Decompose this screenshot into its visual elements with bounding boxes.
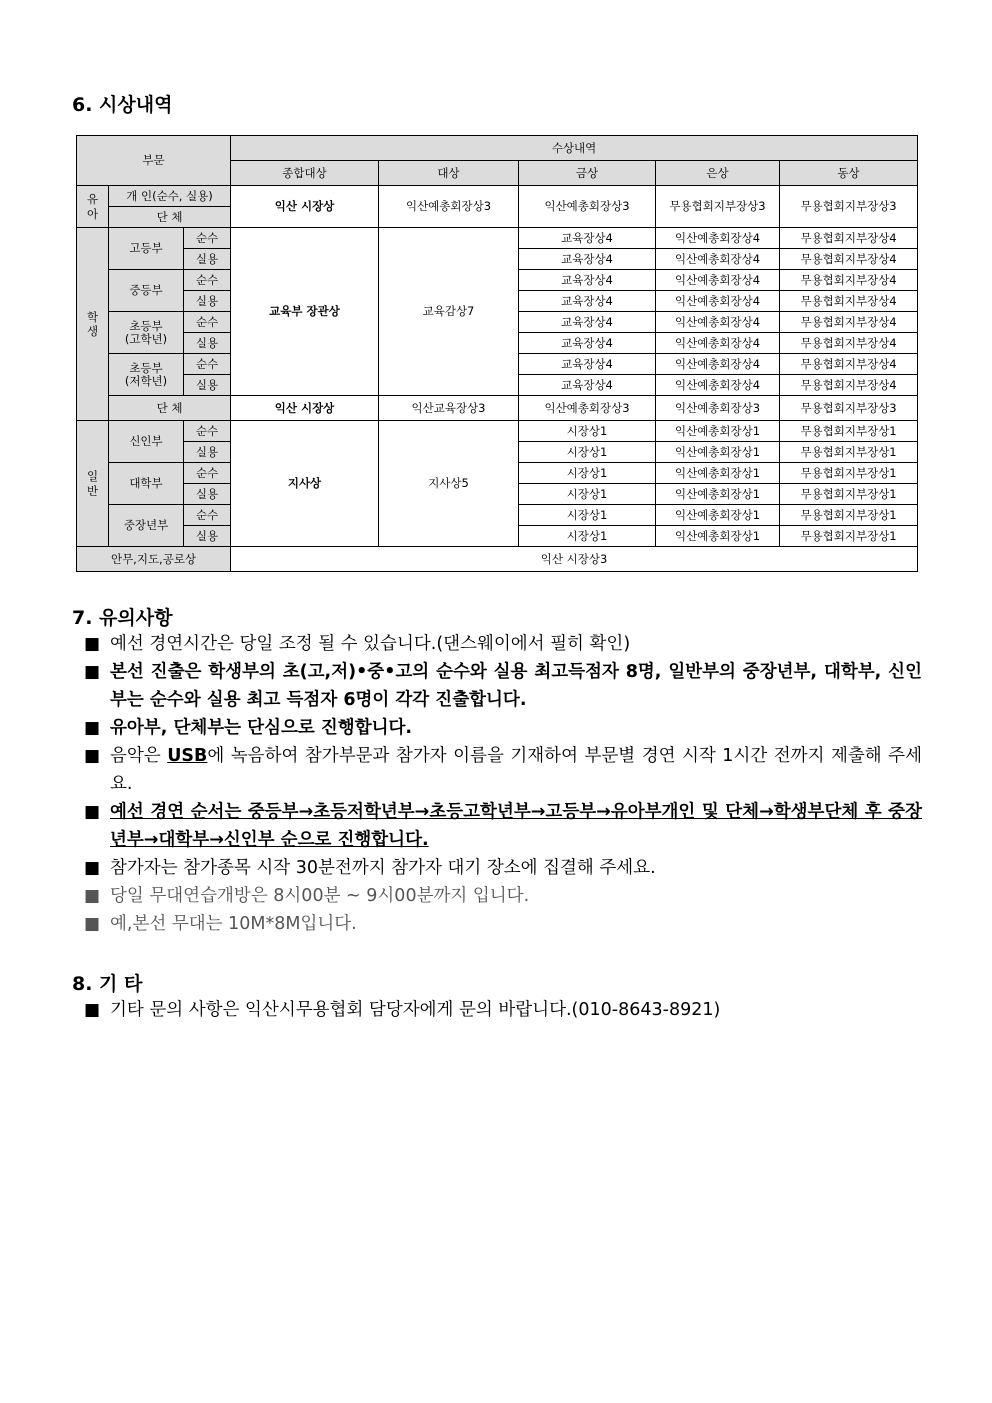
general-bronze: 무용협회지부장상1 — [780, 505, 918, 526]
general-gold: 시장상1 — [519, 526, 656, 547]
kids-gold: 익산예총회장상3 — [519, 186, 656, 228]
elementary-upper-label — [109, 312, 184, 354]
usb-text: USB — [167, 746, 208, 766]
note-item: ■ 예선 경연시간은 당일 조정 될 수 있습니다.(댄스웨이에서 필히 확인) — [84, 630, 922, 658]
square-bullet-icon: ■ — [84, 746, 101, 766]
section7-title: 7. 유의사항 — [72, 607, 173, 629]
general-gold: 시장상1 — [519, 484, 656, 505]
general-bronze: 무용협회지부장상1 — [780, 421, 918, 442]
pure-label: 순수 — [184, 421, 231, 442]
student-gold: 교육장상4 — [519, 249, 656, 270]
applied-label: 실용 — [184, 291, 231, 312]
student-gold: 교육장상4 — [519, 354, 656, 375]
general-silver: 익산예총회장상1 — [656, 421, 780, 442]
bronze-header: 동상 — [780, 161, 918, 186]
etc-list — [84, 996, 922, 1024]
section6-title: 6. 시상내역 — [72, 94, 173, 116]
students-team-daesang: 익산교육장상3 — [379, 396, 519, 421]
elementary-upper-name: 초등부 — [129, 319, 163, 334]
elementary-lower-name: 초등부 — [129, 361, 163, 376]
student-bronze: 무용협회지부장상4 — [780, 333, 918, 354]
section8-title: 8. 기 타 — [72, 973, 143, 995]
students-daesang: 교육감상7 — [379, 228, 519, 396]
note-item: ■ 유아부, 단체부는 단심으로 진행합니다. — [84, 714, 922, 742]
applied-label: 실용 — [184, 375, 231, 396]
student-bronze: 무용협회지부장상4 — [780, 249, 918, 270]
student-silver: 익산예총회장상4 — [656, 249, 780, 270]
general-gold: 시장상1 — [519, 505, 656, 526]
daesang-header: 대상 — [379, 161, 519, 186]
student-gold: 교육장상4 — [519, 375, 656, 396]
pure-label: 순수 — [184, 312, 231, 333]
general-silver: 익산예총회장상1 — [656, 463, 780, 484]
general-silver: 익산예총회장상1 — [656, 484, 780, 505]
square-bullet-icon: ■ — [84, 802, 101, 822]
students-grand: 교육부 장관상 — [231, 228, 379, 396]
square-bullet-icon: ■ — [84, 1000, 101, 1020]
special-award-value: 익산 시장상3 — [231, 547, 918, 572]
special-award-label: 안무,지도,공로상 — [77, 547, 231, 572]
kids-bronze: 무용협회지부장상3 — [780, 186, 918, 228]
general-silver: 익산예총회장상1 — [656, 505, 780, 526]
note-item: ■ 기타 문의 사항은 익산시무용협회 담당자에게 문의 바랍니다.(010-8643-8921) — [84, 996, 922, 1024]
applied-label: 실용 — [184, 249, 231, 270]
note-item: ■ 예,본선 무대는 10M*8M입니다. — [84, 910, 922, 938]
pure-label: 순수 — [184, 463, 231, 484]
applied-label: 실용 — [184, 442, 231, 463]
middle-school-label: 중등부 — [109, 270, 184, 312]
pure-label: 순수 — [184, 354, 231, 375]
elementary-lower-sub: (저학년) — [124, 373, 168, 388]
student-bronze: 무용협회지부장상4 — [780, 312, 918, 333]
general-group: 일반 — [77, 421, 109, 547]
student-bronze: 무용협회지부장상4 — [780, 291, 918, 312]
general-bronze: 무용협회지부장상1 — [780, 526, 918, 547]
pure-label: 순수 — [184, 228, 231, 249]
general-silver: 익산예총회장상1 — [656, 526, 780, 547]
note-item: ■ 당일 무대연습개방은 8시00분 ~ 9시00분까지 입니다. — [84, 882, 922, 910]
grand-prize-header: 종합대상 — [231, 161, 379, 186]
middle-aged-label: 중장년부 — [109, 505, 184, 547]
note-item: ■ 참가자는 참가종목 시작 30분전까지 참가자 대기 장소에 집결해 주세요. — [84, 854, 922, 882]
general-bronze: 무용협회지부장상1 — [780, 484, 918, 505]
student-silver: 익산예총회장상4 — [656, 270, 780, 291]
newcomer-label: 신인부 — [109, 421, 184, 463]
square-bullet-icon: ■ — [84, 634, 101, 654]
square-bullet-icon: ■ — [84, 914, 101, 934]
gold-header: 금상 — [519, 161, 656, 186]
student-bronze: 무용협회지부장상4 — [780, 270, 918, 291]
pure-label: 순수 — [184, 505, 231, 526]
general-grand: 지사상 — [231, 421, 379, 547]
student-bronze: 무용협회지부장상4 — [780, 375, 918, 396]
student-gold: 교육장상4 — [519, 270, 656, 291]
square-bullet-icon: ■ — [84, 718, 101, 738]
students-team-gold: 익산예총회장상3 — [519, 396, 656, 421]
student-gold: 교육장상4 — [519, 333, 656, 354]
general-gold: 시장상1 — [519, 442, 656, 463]
student-silver: 익산예총회장상4 — [656, 228, 780, 249]
student-silver: 익산예총회장상4 — [656, 291, 780, 312]
general-gold: 시장상1 — [519, 421, 656, 442]
student-gold: 교육장상4 — [519, 291, 656, 312]
student-silver: 익산예총회장상4 — [656, 333, 780, 354]
applied-label: 실용 — [184, 484, 231, 505]
kids-team: 단 체 — [109, 207, 231, 228]
division-header: 부문 — [77, 136, 231, 186]
applied-label: 실용 — [184, 526, 231, 547]
students-group: 학생 — [77, 228, 109, 421]
elementary-lower-label — [109, 354, 184, 396]
general-daesang: 지사상5 — [379, 421, 519, 547]
awards-header: 수상내역 — [231, 136, 918, 161]
silver-header: 은상 — [656, 161, 780, 186]
note-item: ■ 본선 진출은 학생부의 초(고,저)•중•고의 순수와 실용 최고득점자 8명, 일반부의 중장년부, 대학부, 신인부는 순수와 실용 최고 득점자 6명이 각각 진출합니다. — [84, 658, 922, 714]
student-bronze: 무용협회지부장상4 — [780, 228, 918, 249]
student-silver: 익산예총회장상4 — [656, 354, 780, 375]
square-bullet-icon: ■ — [84, 662, 101, 682]
general-bronze: 무용협회지부장상1 — [780, 463, 918, 484]
kids-silver: 무용협회지부장상3 — [656, 186, 780, 228]
student-silver: 익산예총회장상4 — [656, 375, 780, 396]
university-label: 대학부 — [109, 463, 184, 505]
students-team-silver: 익산예총회장상3 — [656, 396, 780, 421]
kids-grand: 익산 시장상 — [231, 186, 379, 228]
students-team-grand: 익산 시장상 — [231, 396, 379, 421]
pure-label: 순수 — [184, 270, 231, 291]
note-item-order: ■ 예선 경연 순서는 중등부→초등저학년부→초등고학년부→고등부→유아부개인 및 단체→학생부단체 후 중장년부→대학부→신인부 순으로 진행합니다. — [84, 798, 922, 854]
student-bronze: 무용협회지부장상4 — [780, 354, 918, 375]
students-team-bronze: 무용협회지부장상3 — [780, 396, 918, 421]
student-silver: 익산예총회장상4 — [656, 312, 780, 333]
general-silver: 익산예총회장상1 — [656, 442, 780, 463]
applied-label: 실용 — [184, 333, 231, 354]
kids-group: 유아 — [77, 186, 109, 228]
awards-table — [76, 135, 918, 572]
students-team-label: 단 체 — [109, 396, 231, 421]
square-bullet-icon: ■ — [84, 886, 101, 906]
kids-daesang: 익산예총회장상3 — [379, 186, 519, 228]
student-gold: 교육장상4 — [519, 228, 656, 249]
elementary-upper-sub: (고학년) — [124, 331, 168, 346]
square-bullet-icon: ■ — [84, 858, 101, 878]
notes-list — [84, 630, 922, 938]
student-gold: 교육장상4 — [519, 312, 656, 333]
high-school-label: 고등부 — [109, 228, 184, 270]
kids-individual: 개 인(순수, 실용) — [109, 186, 231, 207]
general-gold: 시장상1 — [519, 463, 656, 484]
note-item-music: ■ 음악은 USB에 녹음하여 참가부문과 참가자 이름을 기재하여 부문별 경연 시작 1시간 전까지 제출해 주세요. — [84, 742, 922, 798]
general-bronze: 무용협회지부장상1 — [780, 442, 918, 463]
